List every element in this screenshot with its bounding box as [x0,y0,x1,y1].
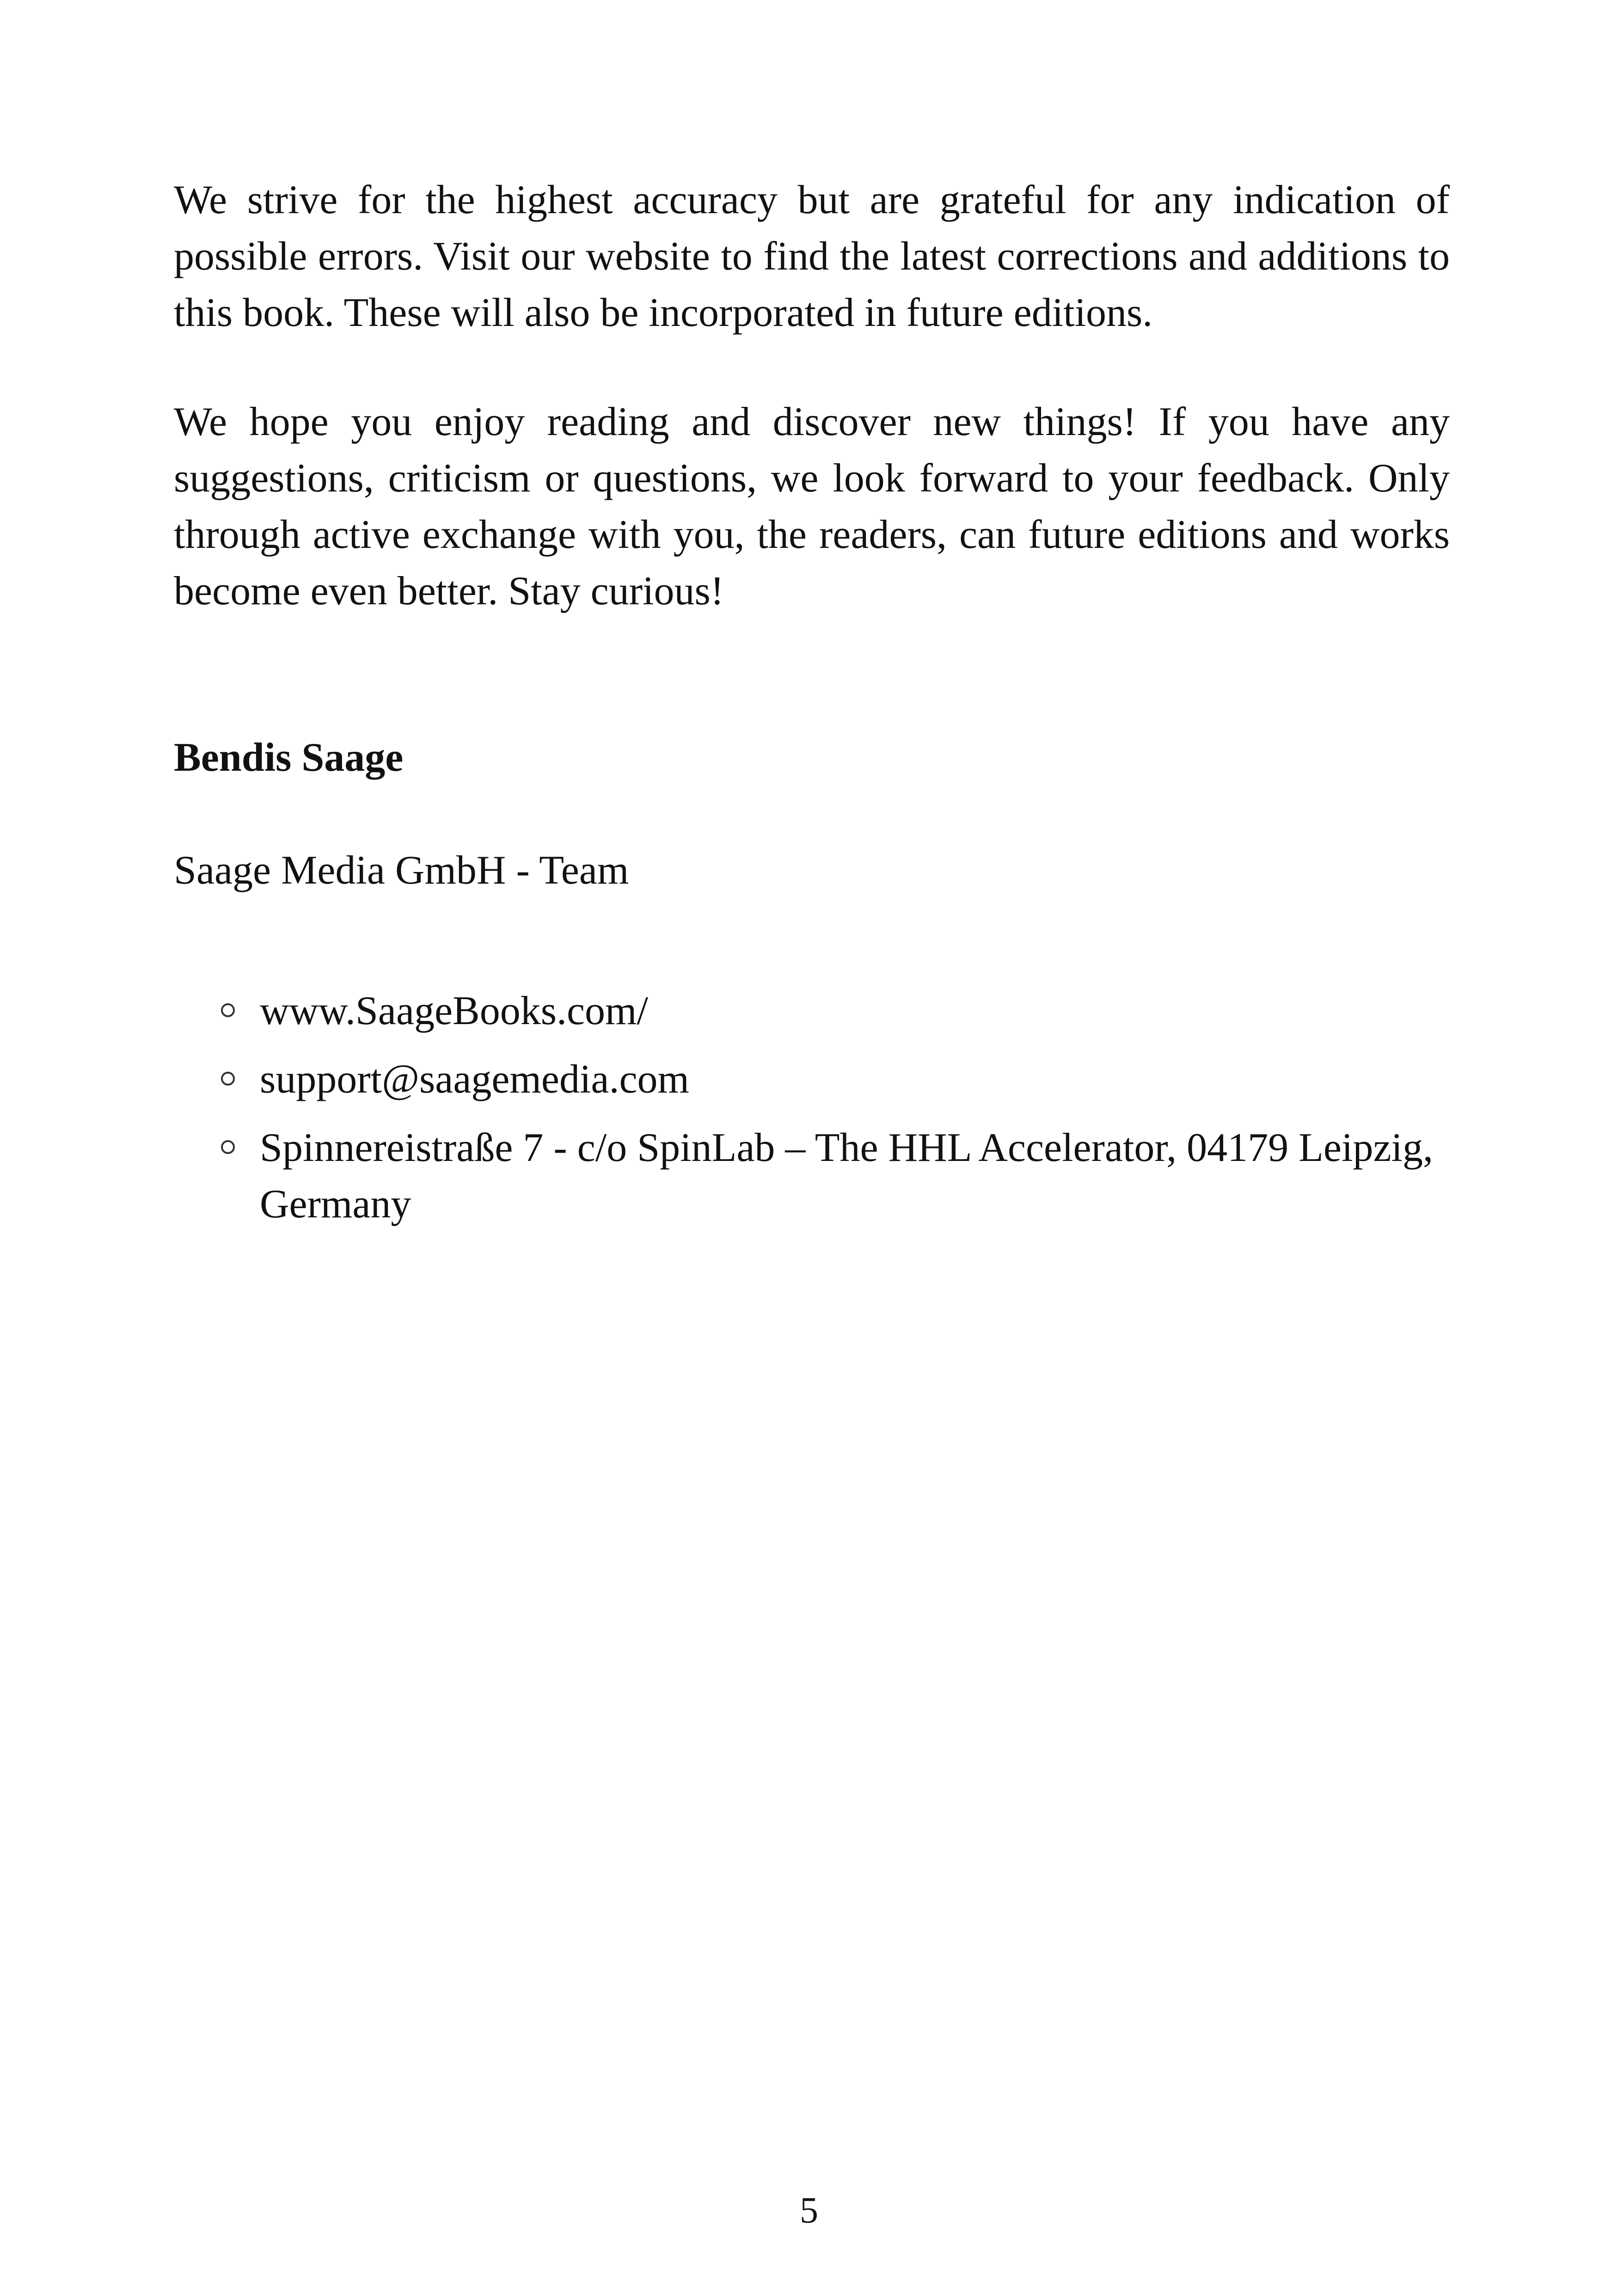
contact-email-item [174,1051,1450,1108]
author-name: Bendis Saage [174,735,404,780]
team-name: Saage Media GmbH - Team [174,848,629,893]
website-link[interactable]: www.SaageBooks.com/ [260,988,648,1033]
circle-bullet-icon [221,1140,235,1154]
support-email-link[interactable]: support@saagemedia.com [260,1057,689,1102]
contact-list [174,983,1450,1245]
contact-website-item [174,983,1450,1039]
page-number: 5 [800,2190,818,2231]
postal-address: Spinnereistraße 7 - c/o SpinLab – The HHL Accelerator, 04179 Leipzig, Germany [260,1125,1433,1227]
body-paragraph-corrections: We strive for the highest accuracy but are grateful for any indication of possible errors. Visit our website to find the latest corrections and additions to this book. These will also be incorporated in future editions. [174,178,1450,335]
contact-address-item [174,1120,1450,1233]
circle-bullet-icon [221,1072,235,1086]
circle-bullet-icon [221,1003,235,1017]
body-paragraph-feedback: We hope you enjoy reading and discover new things! If you have any suggestions, criticism or questions, we look forward to your feedback. Only through active exchange with you, the readers, can future editions and works become even better. Stay curious! [174,399,1450,614]
